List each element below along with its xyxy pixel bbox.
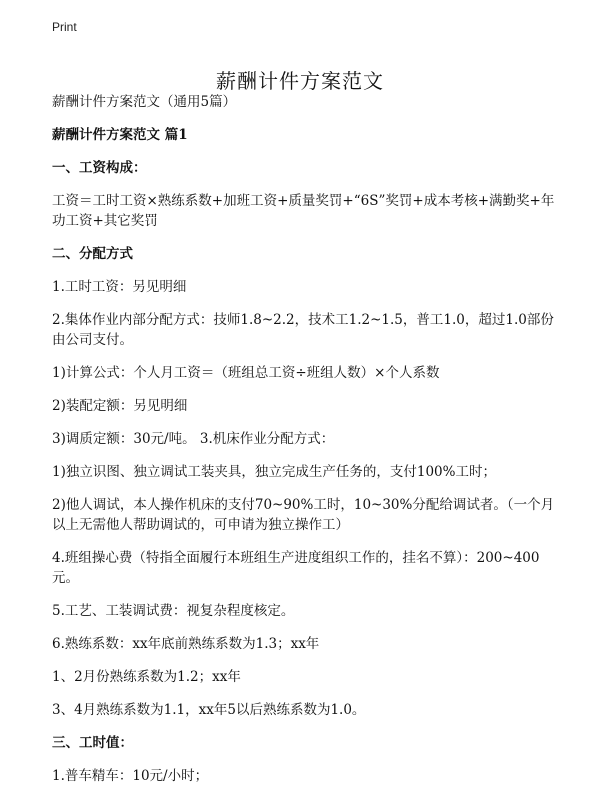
paragraph: 1、2月份熟练系数为1.2；xx年 <box>52 669 241 685</box>
print-link[interactable]: Print <box>52 20 77 34</box>
paragraph: 5.工艺、工装调试费：视复杂程度核定。 <box>52 603 295 619</box>
paragraph: 3、4月熟练系数为1.1，xx年5以后熟练系数为1.0。 <box>52 702 366 718</box>
paragraph: 4.班组操心费（特指全面履行本班组生产进度组织工作的，挂名不算）：200~400元。 <box>52 550 540 586</box>
paragraph: 2)他人调试，本人操作机床的支付70~90%工时，10~30%分配给调试者。（一个月以上无需他人帮助调试的，可申请为独立操作工） <box>52 497 555 533</box>
paragraph: 1.普车精车：10元/小时； <box>52 768 209 784</box>
paragraph: 薪酬计件方案范文（通用5篇） <box>52 94 237 110</box>
section-heading: 三、工时值： <box>52 735 133 751</box>
paragraph: 2.集体作业内部分配方式：技师1.8~2.2，技术工1.2~1.5，普工1.0，超过1.0部份由公司支付。 <box>52 312 554 348</box>
paragraph: 1)独立识图、独立调试工装夹具，独立完成生产任务的，支付100%工时； <box>52 464 496 480</box>
document-title: 薪酬计件方案范文 <box>216 69 384 94</box>
paragraph: 1.工时工资：另见明细 <box>52 279 187 295</box>
section-heading: 薪酬计件方案范文 篇1 <box>52 127 188 143</box>
paragraph: 1)计算公式：个人月工资＝（班组总工资÷班组人数）×个人系数 <box>52 365 440 381</box>
paragraph: 6.熟练系数：xx年底前熟练系数为1.3；xx年 <box>52 636 320 652</box>
document-body <box>52 92 556 799</box>
section-heading: 二、分配方式 <box>52 246 133 262</box>
paragraph: 3)调质定额：30元/吨。 3.机床作业分配方式： <box>52 431 335 447</box>
paragraph: 2)装配定额：另见明细 <box>52 398 188 414</box>
section-heading: 一、工资构成： <box>52 160 147 176</box>
paragraph: 工资＝工时工资×熟练系数+加班工资+质量奖罚+“6S”奖罚+成本考核+满勤奖+年功工资+其它奖罚 <box>52 193 555 229</box>
